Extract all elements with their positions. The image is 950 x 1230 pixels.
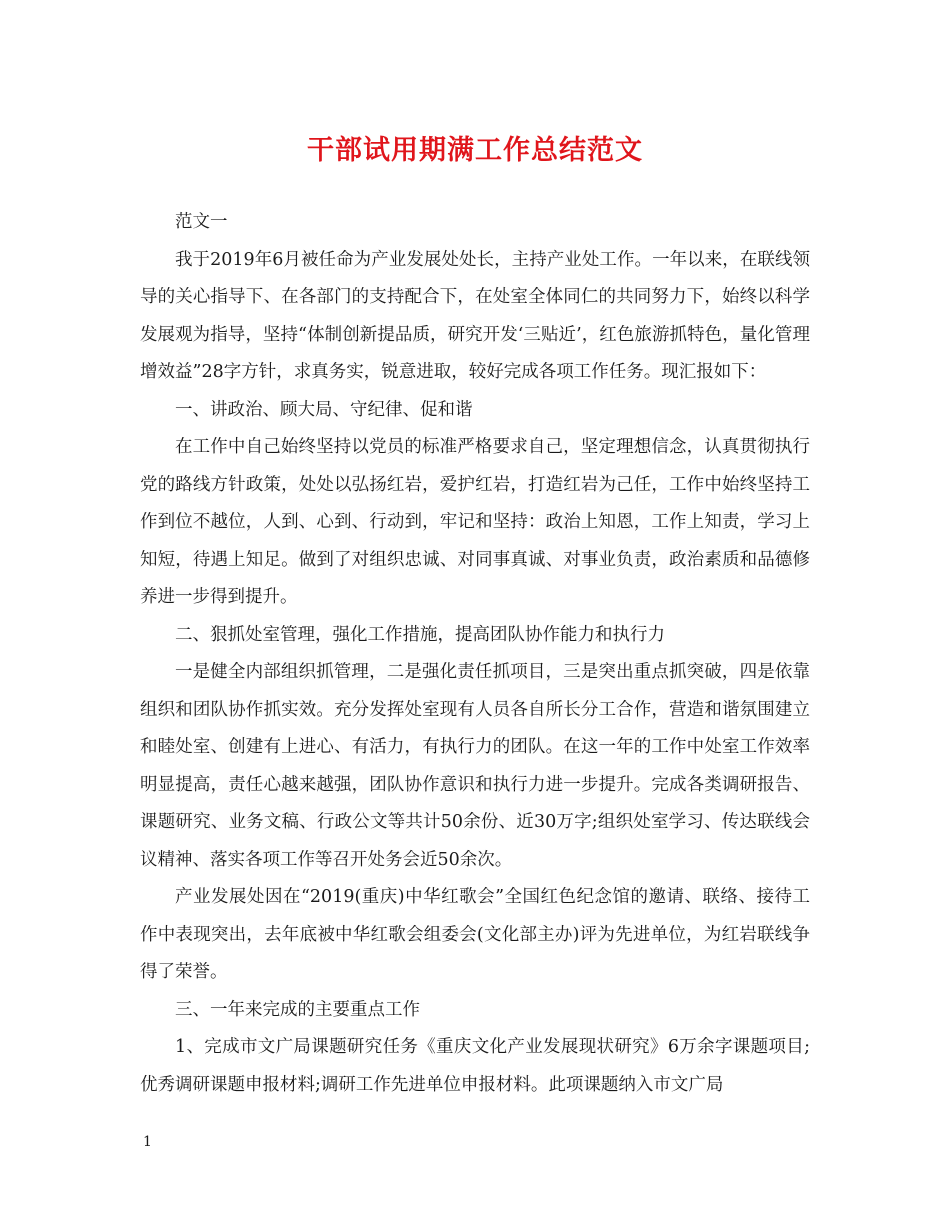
paragraph-intro: 我于2019年6月被任命为产业发展处处长，主持产业处工作。一年以来，在联线领导的关心指导下、在各部门的支持配合下，在处室全体同仁的共同努力下，始终以科学发展观为指导，坚持“体制创新提品质，研究开发‘三贴近’，红色旅游抓特色，量化管理增效益”28字方针，求真务实，锐意进取，较好完成各项工作任务。现汇报如下： — [140, 249, 810, 382]
paragraph-heading-example-one: 范文一 — [175, 212, 228, 232]
document-body — [140, 204, 810, 1104]
paragraph-section-1: 在工作中自己始终坚持以党员的标准严格要求自己，坚定理想信念，认真贯彻执行党的路线方针政策，处处以弘扬红岩，爱护红岩，打造红岩为己任，工作中始终坚持工作到位不越位，人到、心到、行动到，牢记和坚持：政治上知恩，工作上知责，学习上知短，待遇上知足。做到了对组织忠诚、对同事真诚、对事业负责，政治素质和品德修养进一步得到提升。 — [140, 437, 810, 607]
page-number: 1 — [143, 1134, 152, 1150]
paragraph-honor: 产业发展处因在“2019(重庆)中华红歌会”全国红色纪念馆的邀请、联络、接待工作中表现突出，去年底被中华红歌会组委会(文化部主办)评为先进单位，为红岩联线争得了荣誉。 — [140, 887, 810, 982]
section-heading-3: 三、一年来完成的主要重点工作 — [175, 999, 420, 1020]
section-heading-2: 二、狠抓处室管理，强化工作措施，提高团队协作能力和执行力 — [175, 624, 665, 645]
document-title: 干部试用期满工作总结范文 — [307, 135, 643, 166]
paragraph-section-2: 一是健全内部组织抓管理，二是强化责任抓项目，三是突出重点抓突破，四是依靠组织和团队协作抓实效。充分发挥处室现有人员各自所长分工合作，营造和谐氛围建立和睦处室、创建有上进心、有活力，有执行力的团队。在这一年的工作中处室工作效率明显提高，责任心越来越强，团队协作意识和执行力进一步提升。完成各类调研报告、课题研究、业务文稿、行政公文等共计50余份、近30万字;组织处室学习、传达联线会议精神、落实各项工作等召开处务会近50余次。 — [140, 662, 810, 870]
section-heading-1: 一、讲政治、顾大局、守纪律、促和谐 — [175, 399, 473, 420]
paragraph-section-3-item-1: 1、完成市文广局课题研究任务《重庆文化产业发展现状研究》6万余字课题项目;优秀调研课题申报材料;调研工作先进单位申报材料。此项课题纳入市文广局 — [140, 1037, 810, 1095]
